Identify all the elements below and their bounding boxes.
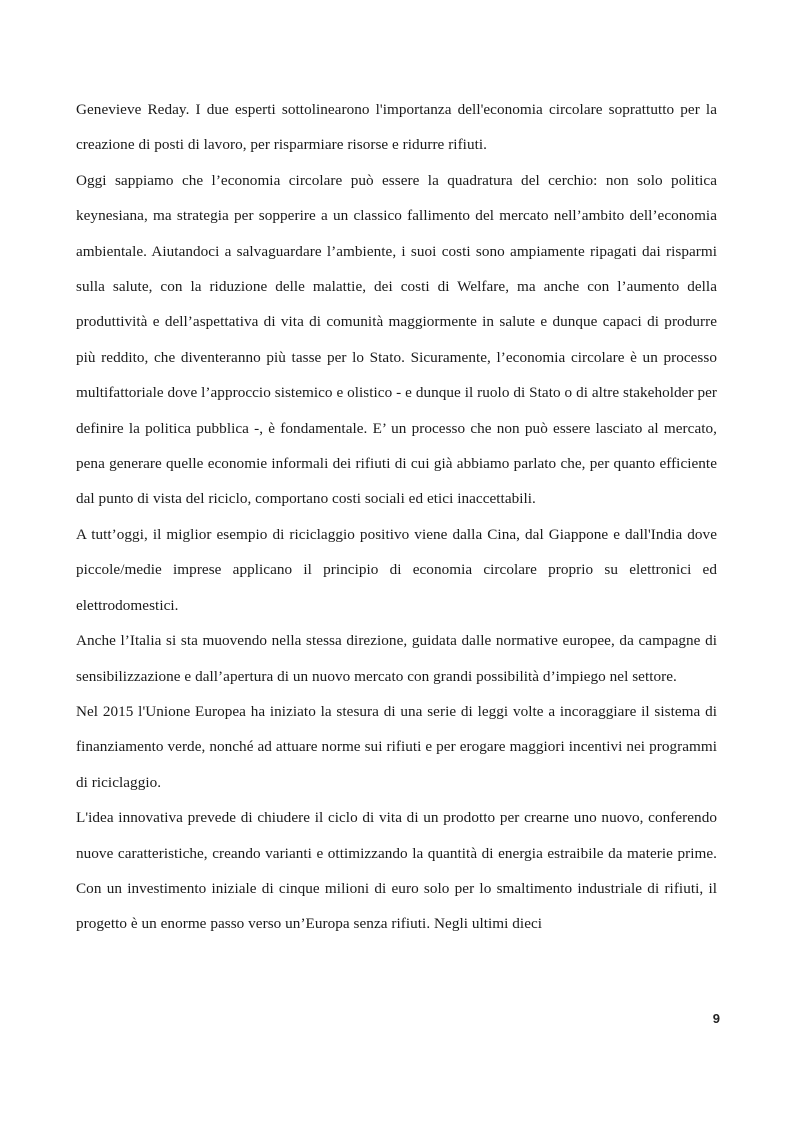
paragraph-5: Nel 2015 l'Unione Europea ha iniziato la stesura di una serie di leggi volte a incoraggiare il sistema di finanziamento verde, nonché ad attuare norme sui rifiuti e per erogare maggiori incentivi nei programmi di riciclaggio. [76,702,717,791]
page-number: 9 [712,1011,720,1026]
paragraph-3: A tutt’oggi, il miglior esempio di riciclaggio positivo viene dalla Cina, dal Giappone e dall'India dove piccole/medie imprese applicano il principio di economia circolare proprio su elettronici ed elettrodomestici. [76,525,717,614]
paragraph-4: Anche l’Italia si sta muovendo nella stessa direzione, guidata dalle normative europee, da campagne di sensibilizzazione e dall’apertura di un nuovo mercato con grandi possibilità d’impiego nel settore. [76,632,717,685]
paragraph-2: Oggi sappiamo che l’economia circolare può essere la quadratura del cerchio: non solo politica keynesiana, ma strategia per sopperire a un classico fallimento del mercato nell’ambito dell’economia ambientale. Aiutandoci a salvaguardare l’ambiente, i suoi costi sono ampiamente ripagati dai risparmi sulla salute, con la riduzione delle malattie, dei costi di Welfare, ma anche con l’aumento della produttività e dell’aspettativa di vita di comunità maggiormente in salute e dunque capaci di produrre più reddito, che diventeranno più tasse per lo Stato. Sicuramente, l’economia circolare è un processo multifattoriale dove l’approccio sistemico e olistico - e dunque il ruolo di Stato o di altre stakeholder per definire la politica pubblica -, è fondamentale. E’ un processo che non può essere lasciato al mercato, pena generare quelle economie informali dei rifiuti di cui già abbiamo parlato che, per quanto efficiente dal punto di vista del riciclo, comportano costi sociali ed etici inaccettabili. [76,171,717,508]
paragraph-6: L'idea innovativa prevede di chiudere il ciclo di vita di un prodotto per crearne uno nuovo, conferendo nuove caratteristiche, creando varianti e ottimizzando la quantità di energia estraibile da materie prime. Con un investimento iniziale di cinque milioni di euro solo per lo smaltimento industriale di rifiuti, il progetto è un enorme passo verso un’Europa senza rifiuti. Negli ultimi dieci [76,809,717,933]
paragraph-1: Genevieve Reday. I due esperti sottolinearono l'importanza dell'economia circolare soprattutto per la creazione di posti di lavoro, per risparmiare risorse e ridurre rifiuti. [76,101,717,154]
body-text [76,92,717,942]
